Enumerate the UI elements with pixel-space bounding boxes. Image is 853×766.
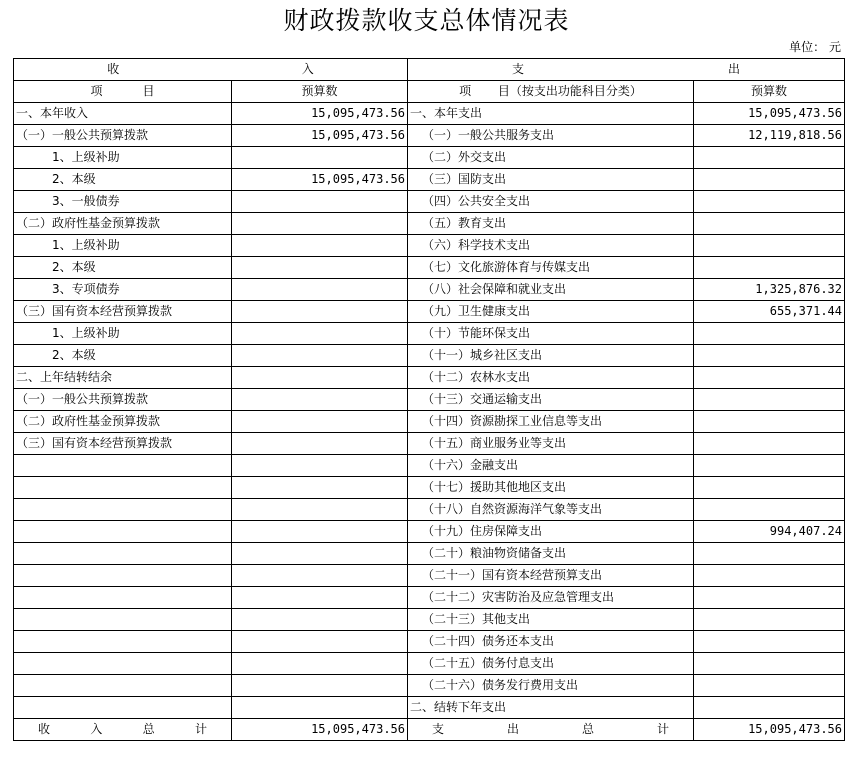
expense-item-cell: （十九）住房保障支出 — [408, 521, 694, 543]
income-value-cell — [232, 389, 408, 411]
income-value-cell — [232, 367, 408, 389]
income-item-cell: 1、上级补助 — [14, 323, 232, 345]
income-value-cell — [232, 455, 408, 477]
expense-value-cell — [694, 257, 845, 279]
expense-value-cell: 655,371.44 — [694, 301, 845, 323]
expense-item-cell: （七）文化旅游体育与传媒支出 — [408, 257, 694, 279]
expense-item-cell: （十七）援助其他地区支出 — [408, 477, 694, 499]
income-item-cell: 2、本级 — [14, 257, 232, 279]
income-value-cell — [232, 191, 408, 213]
budget-table — [13, 58, 845, 741]
income-group-header: 收 入 — [14, 59, 408, 81]
income-value-cell — [232, 301, 408, 323]
expense-item-cell: 一、本年支出 — [408, 103, 694, 125]
expense-item-cell: （十二）农林水支出 — [408, 367, 694, 389]
expense-item-cell: （十六）金融支出 — [408, 455, 694, 477]
income-value-cell — [232, 499, 408, 521]
expense-value-cell — [694, 587, 845, 609]
table-row — [14, 125, 845, 147]
report-title: 财政拨款收支总体情况表 — [283, 6, 570, 35]
table-row — [14, 301, 845, 323]
expense-value-cell — [694, 477, 845, 499]
expense-item-cell: （三）国防支出 — [408, 169, 694, 191]
totals-row — [14, 719, 845, 741]
income-item-cell — [14, 499, 232, 521]
expense-item-cell: （八）社会保障和就业支出 — [408, 279, 694, 301]
income-value-cell — [232, 565, 408, 587]
table-row — [14, 345, 845, 367]
expense-item-cell: （十一）城乡社区支出 — [408, 345, 694, 367]
expense-value-cell — [694, 697, 845, 719]
income-item-cell — [14, 675, 232, 697]
income-item-cell: （二）政府性基金预算拨款 — [14, 213, 232, 235]
income-value-cell — [232, 587, 408, 609]
table-row — [14, 147, 845, 169]
income-value-cell — [232, 235, 408, 257]
expense-value-cell — [694, 345, 845, 367]
income-item-cell — [14, 543, 232, 565]
table-row — [14, 389, 845, 411]
table-row — [14, 675, 845, 697]
expense-item-cell: （一）一般公共服务支出 — [408, 125, 694, 147]
income-value-cell — [232, 477, 408, 499]
expense-value-cell — [694, 499, 845, 521]
table-row — [14, 587, 845, 609]
table-row — [14, 543, 845, 565]
expense-total-value: 15,095,473.56 — [694, 719, 845, 741]
income-item-cell — [14, 565, 232, 587]
column-header-row — [14, 81, 845, 103]
income-item-cell — [14, 609, 232, 631]
table-row — [14, 279, 845, 301]
table-row — [14, 213, 845, 235]
income-value-cell: 15,095,473.56 — [232, 125, 408, 147]
expense-item-cell: 二、结转下年支出 — [408, 697, 694, 719]
expense-item-cell: （二十三）其他支出 — [408, 609, 694, 631]
expense-item-cell: （十八）自然资源海洋气象等支出 — [408, 499, 694, 521]
income-item-cell — [14, 653, 232, 675]
income-item-cell: 1、上级补助 — [14, 147, 232, 169]
table-row — [14, 477, 845, 499]
expense-value-cell — [694, 213, 845, 235]
income-value-cell — [232, 521, 408, 543]
income-item-cell: （三）国有资本经营预算拨款 — [14, 301, 232, 323]
expense-item-cell: （十五）商业服务业等支出 — [408, 433, 694, 455]
income-item-cell: （一）一般公共预算拨款 — [14, 125, 232, 147]
income-value-cell — [232, 631, 408, 653]
income-item-cell: 3、一般债券 — [14, 191, 232, 213]
expense-item-cell: （五）教育支出 — [408, 213, 694, 235]
income-value-cell: 15,095,473.56 — [232, 169, 408, 191]
expense-value-cell: 12,119,818.56 — [694, 125, 845, 147]
income-value-cell — [232, 675, 408, 697]
income-value-cell — [232, 147, 408, 169]
expense-value-cell — [694, 235, 845, 257]
income-item-header: 项 目 — [14, 81, 232, 103]
expense-item-cell: （六）科学技术支出 — [408, 235, 694, 257]
income-value-cell — [232, 279, 408, 301]
expense-item-cell: （二十二）灾害防治及应急管理支出 — [408, 587, 694, 609]
table-row — [14, 565, 845, 587]
income-item-cell: 2、本级 — [14, 345, 232, 367]
table-row — [14, 609, 845, 631]
income-value-cell — [232, 609, 408, 631]
expense-item-cell: （二十）粮油物资储备支出 — [408, 543, 694, 565]
expense-value-cell — [694, 543, 845, 565]
income-total-label: 收 入 总 计 — [14, 719, 232, 741]
group-header-row — [14, 59, 845, 81]
income-item-cell — [14, 697, 232, 719]
income-item-cell: 2、本级 — [14, 169, 232, 191]
expense-item-cell: （二十五）债务付息支出 — [408, 653, 694, 675]
table-row — [14, 191, 845, 213]
expense-value-cell — [694, 367, 845, 389]
income-value-cell — [232, 543, 408, 565]
expense-value-cell — [694, 147, 845, 169]
expense-item-cell: （二十四）债务还本支出 — [408, 631, 694, 653]
income-value-cell — [232, 213, 408, 235]
expense-value-cell — [694, 609, 845, 631]
table-row — [14, 235, 845, 257]
expense-item-cell: （四）公共安全支出 — [408, 191, 694, 213]
expense-item-cell: （二十一）国有资本经营预算支出 — [408, 565, 694, 587]
table-row — [14, 653, 845, 675]
table-row — [14, 257, 845, 279]
expense-budget-header: 预算数 — [694, 81, 845, 103]
table-row — [14, 433, 845, 455]
expense-value-cell — [694, 169, 845, 191]
table-row — [14, 499, 845, 521]
expense-value-cell — [694, 653, 845, 675]
income-value-cell — [232, 697, 408, 719]
expense-value-cell — [694, 565, 845, 587]
income-item-cell: 1、上级补助 — [14, 235, 232, 257]
income-item-cell: 二、上年结转结余 — [14, 367, 232, 389]
income-item-cell: 3、专项债券 — [14, 279, 232, 301]
table-row — [14, 169, 845, 191]
expense-group-header: 支 出 — [408, 59, 845, 81]
income-item-cell: （二）政府性基金预算拨款 — [14, 411, 232, 433]
table-row — [14, 631, 845, 653]
expense-value-cell — [694, 455, 845, 477]
income-value-cell — [232, 345, 408, 367]
income-item-cell — [14, 477, 232, 499]
expense-value-cell — [694, 675, 845, 697]
income-item-cell — [14, 455, 232, 477]
income-item-cell — [14, 521, 232, 543]
income-item-cell: （三）国有资本经营预算拨款 — [14, 433, 232, 455]
table-row — [14, 323, 845, 345]
expense-value-cell — [694, 323, 845, 345]
expense-value-cell: 15,095,473.56 — [694, 103, 845, 125]
income-value-cell — [232, 257, 408, 279]
table-row — [14, 411, 845, 433]
expense-value-cell — [694, 191, 845, 213]
expense-item-cell: （九）卫生健康支出 — [408, 301, 694, 323]
income-item-cell: 一、本年收入 — [14, 103, 232, 125]
expense-value-cell — [694, 411, 845, 433]
table-row — [14, 367, 845, 389]
expense-item-header: 项 目（按支出功能科目分类） — [408, 81, 694, 103]
income-total-value: 15,095,473.56 — [232, 719, 408, 741]
income-item-cell: （一）一般公共预算拨款 — [14, 389, 232, 411]
income-value-cell — [232, 653, 408, 675]
expense-total-label: 支 出 总 计 — [408, 719, 694, 741]
expense-item-cell: （十）节能环保支出 — [408, 323, 694, 345]
expense-item-cell: （十三）交通运输支出 — [408, 389, 694, 411]
table-row — [14, 521, 845, 543]
expense-value-cell — [694, 631, 845, 653]
expense-value-cell — [694, 433, 845, 455]
expense-item-cell: （十四）资源勘探工业信息等支出 — [408, 411, 694, 433]
expense-item-cell: （二十六）债务发行费用支出 — [408, 675, 694, 697]
income-item-cell — [14, 631, 232, 653]
income-value-cell — [232, 433, 408, 455]
unit-label: 单位： 元 — [789, 40, 841, 54]
income-value-cell — [232, 411, 408, 433]
table-row — [14, 103, 845, 125]
income-value-cell: 15,095,473.56 — [232, 103, 408, 125]
expense-value-cell: 1,325,876.32 — [694, 279, 845, 301]
income-value-cell — [232, 323, 408, 345]
expense-item-cell: （二）外交支出 — [408, 147, 694, 169]
expense-value-cell: 994,407.24 — [694, 521, 845, 543]
income-item-cell — [14, 587, 232, 609]
income-budget-header: 预算数 — [232, 81, 408, 103]
expense-value-cell — [694, 389, 845, 411]
table-row — [14, 455, 845, 477]
table-row — [14, 697, 845, 719]
